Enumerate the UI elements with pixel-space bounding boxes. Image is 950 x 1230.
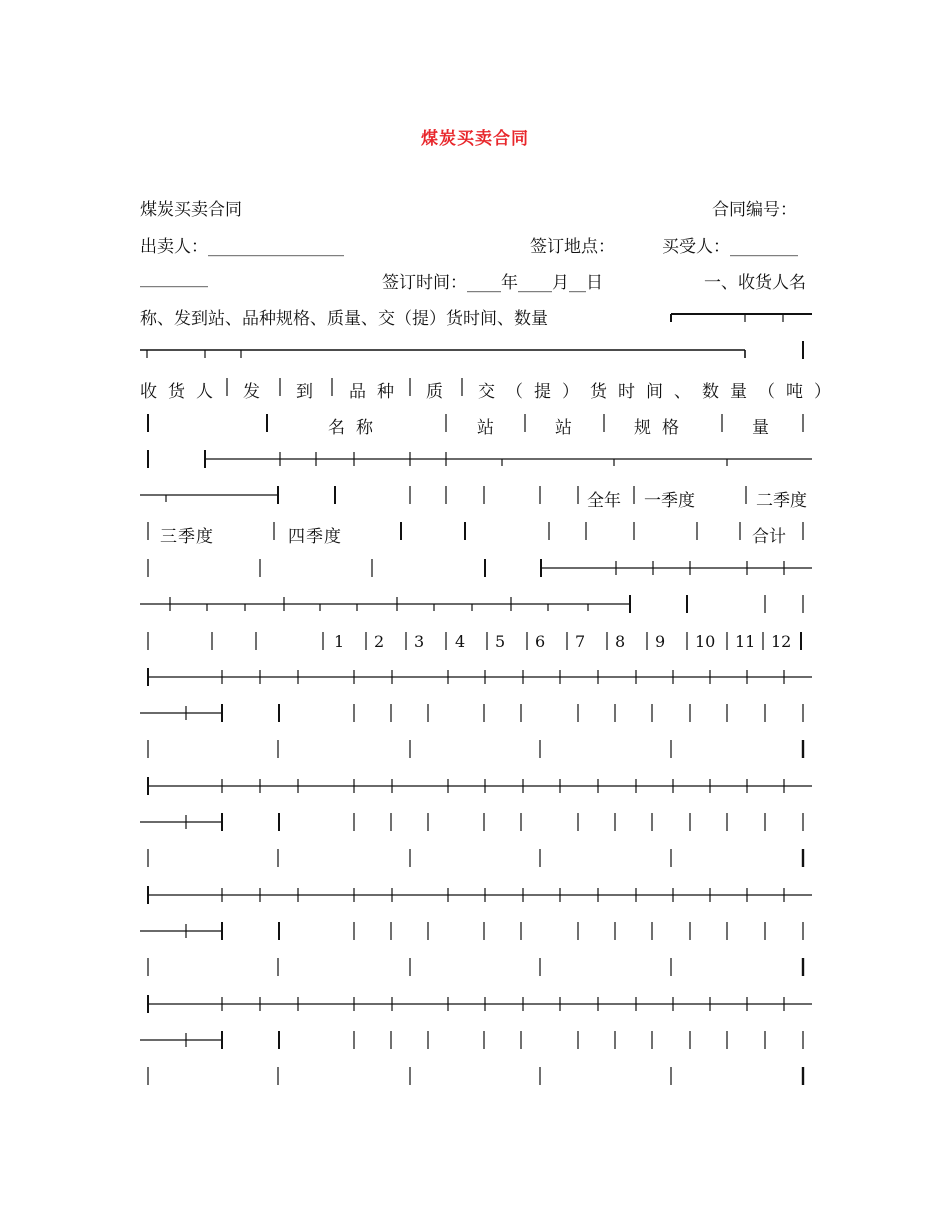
period-q1-label: 一季度: [644, 491, 695, 511]
sign-place-label: 签订地点：: [530, 237, 615, 257]
period-q3-label: 三季度: [160, 527, 214, 547]
buyer-field: 买受人：________: [662, 237, 798, 257]
period-total-label: 合计: [752, 527, 786, 547]
buyer-field-continued: ________: [140, 268, 208, 288]
month-1: 1: [334, 632, 345, 651]
month-3: 3: [414, 632, 425, 651]
col-consignee-label: 收货人: [140, 382, 224, 402]
period-year-label: 全年: [587, 491, 621, 511]
month-8: 8: [615, 632, 626, 651]
header-left: 煤炭买卖合同: [140, 200, 242, 220]
clause-one-text: 称、发到站、品种规格、质量、交（提）货时间、数量: [140, 309, 548, 329]
month-12: 12: [771, 632, 792, 651]
col-variety-label: 品种: [349, 382, 405, 402]
col-arrive-label: 到: [296, 382, 313, 402]
month-5: 5: [495, 632, 506, 651]
month-7: 7: [575, 632, 586, 651]
month-11: 11: [735, 632, 756, 651]
period-q4-label: 四季度: [288, 527, 342, 547]
col-ship-label-2: 站: [477, 418, 494, 438]
clause-one-heading: 一、收货人名: [704, 273, 806, 293]
month-6: 6: [535, 632, 546, 651]
col-consignee-label-2: 名称: [328, 418, 384, 438]
month-9: 9: [655, 632, 666, 651]
month-4: 4: [455, 632, 466, 651]
col-quality-label-2: 量: [752, 418, 769, 438]
page-title: 煤炭买卖合同: [421, 129, 529, 149]
col-ship-label: 发: [243, 382, 260, 402]
col-quality-label: 质: [426, 382, 443, 402]
month-2: 2: [374, 632, 385, 651]
period-q2-label: 二季度: [756, 491, 807, 511]
seller-field: 出卖人：________________: [140, 237, 344, 257]
col-delivery-label: 交（提）货时间、数量（吨）: [478, 382, 842, 402]
month-10: 10: [695, 632, 716, 651]
contract-number-label: 合同编号：: [712, 200, 797, 220]
col-variety-label-2: 规格: [634, 418, 690, 438]
col-arrive-label-2: 站: [555, 418, 572, 438]
sign-time-field: 签订时间：____年____月__日: [382, 273, 603, 293]
